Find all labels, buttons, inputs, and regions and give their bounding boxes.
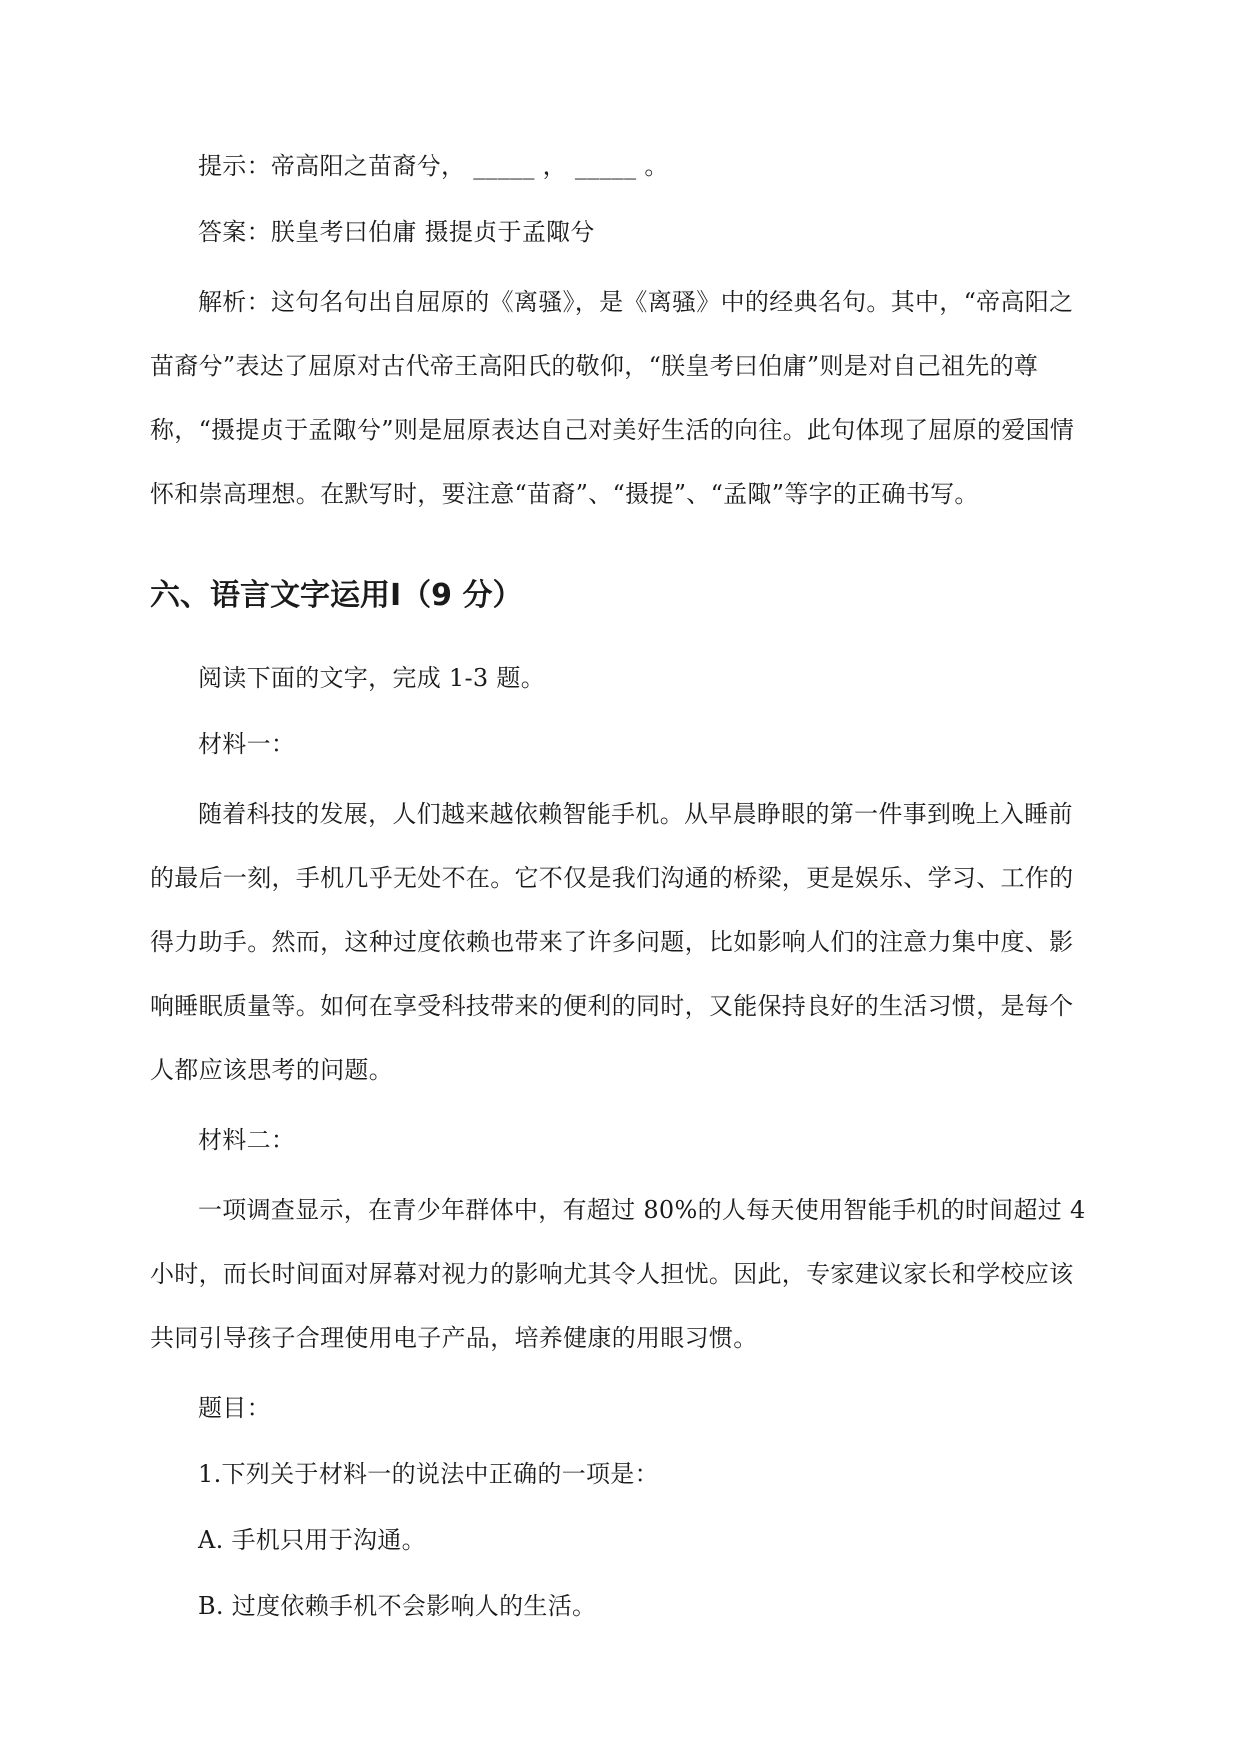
material-one-text: 随着科技的发展，人们越来越依赖智能手机。从早晨睁眼的第一件事到晚上入睡前的最后一刻，手机几乎无处不在。它不仅是我们沟通的桥梁，更是娱乐、学习、工作的得力助手。然而，这种过度依赖也带来了许多问题，比如影响人们的注意力集中度、影响睡眠质量等。如何在享受科技带来的便利的同时，又能保持良好的生活习惯，是每个人都应该思考的问题。 xyxy=(150,800,1074,1084)
option-b: B. 过度依赖手机不会影响人的生活。 xyxy=(198,1592,597,1620)
document-page xyxy=(150,138,1090,1634)
analysis-paragraph: 解析：这句名句出自屈原的《离骚》，是《离骚》中的经典名句。其中，“帝高阳之苗裔兮”表达了屈原对古代帝王高阳氏的敬仰，“朕皇考曰伯庸”则是对自己祖先的尊称，“摄提贞于孟陬兮”则是屈原表达自己对美好生活的向往。此句体现了屈原的爱国情怀和崇高理想。在默写时，要注意“苗裔”、“摄提”、“孟陬”等字的正确书写。 xyxy=(150,288,1075,508)
question-one: 1.下列关于材料一的说法中正确的一项是： xyxy=(198,1460,659,1488)
questions-label: 题目： xyxy=(198,1394,271,1422)
material-one-label: 材料一： xyxy=(198,730,296,758)
option-a: A. 手机只用于沟通。 xyxy=(198,1526,426,1554)
hint-line: 提示：帝高阳之苗裔兮， _____ ， _____ 。 xyxy=(198,152,669,180)
answer-line: 答案：朕皇考曰伯庸 摄提贞于孟陬兮 xyxy=(198,218,595,246)
section-heading: 六、语言文字运用Ⅰ（9 分） xyxy=(150,578,523,613)
material-two-label: 材料二： xyxy=(198,1126,296,1154)
material-two-text: 一项调查显示，在青少年群体中，有超过 80%的人每天使用智能手机的时间超过 4 小时，而长时间面对屏幕对视力的影响尤其令人担忧。因此，专家建议家长和学校应该共同引导孩子合理使用电子产品，培养健康的用眼习惯。 xyxy=(150,1196,1086,1352)
reading-instruction: 阅读下面的文字，完成 1-3 题。 xyxy=(198,664,546,692)
